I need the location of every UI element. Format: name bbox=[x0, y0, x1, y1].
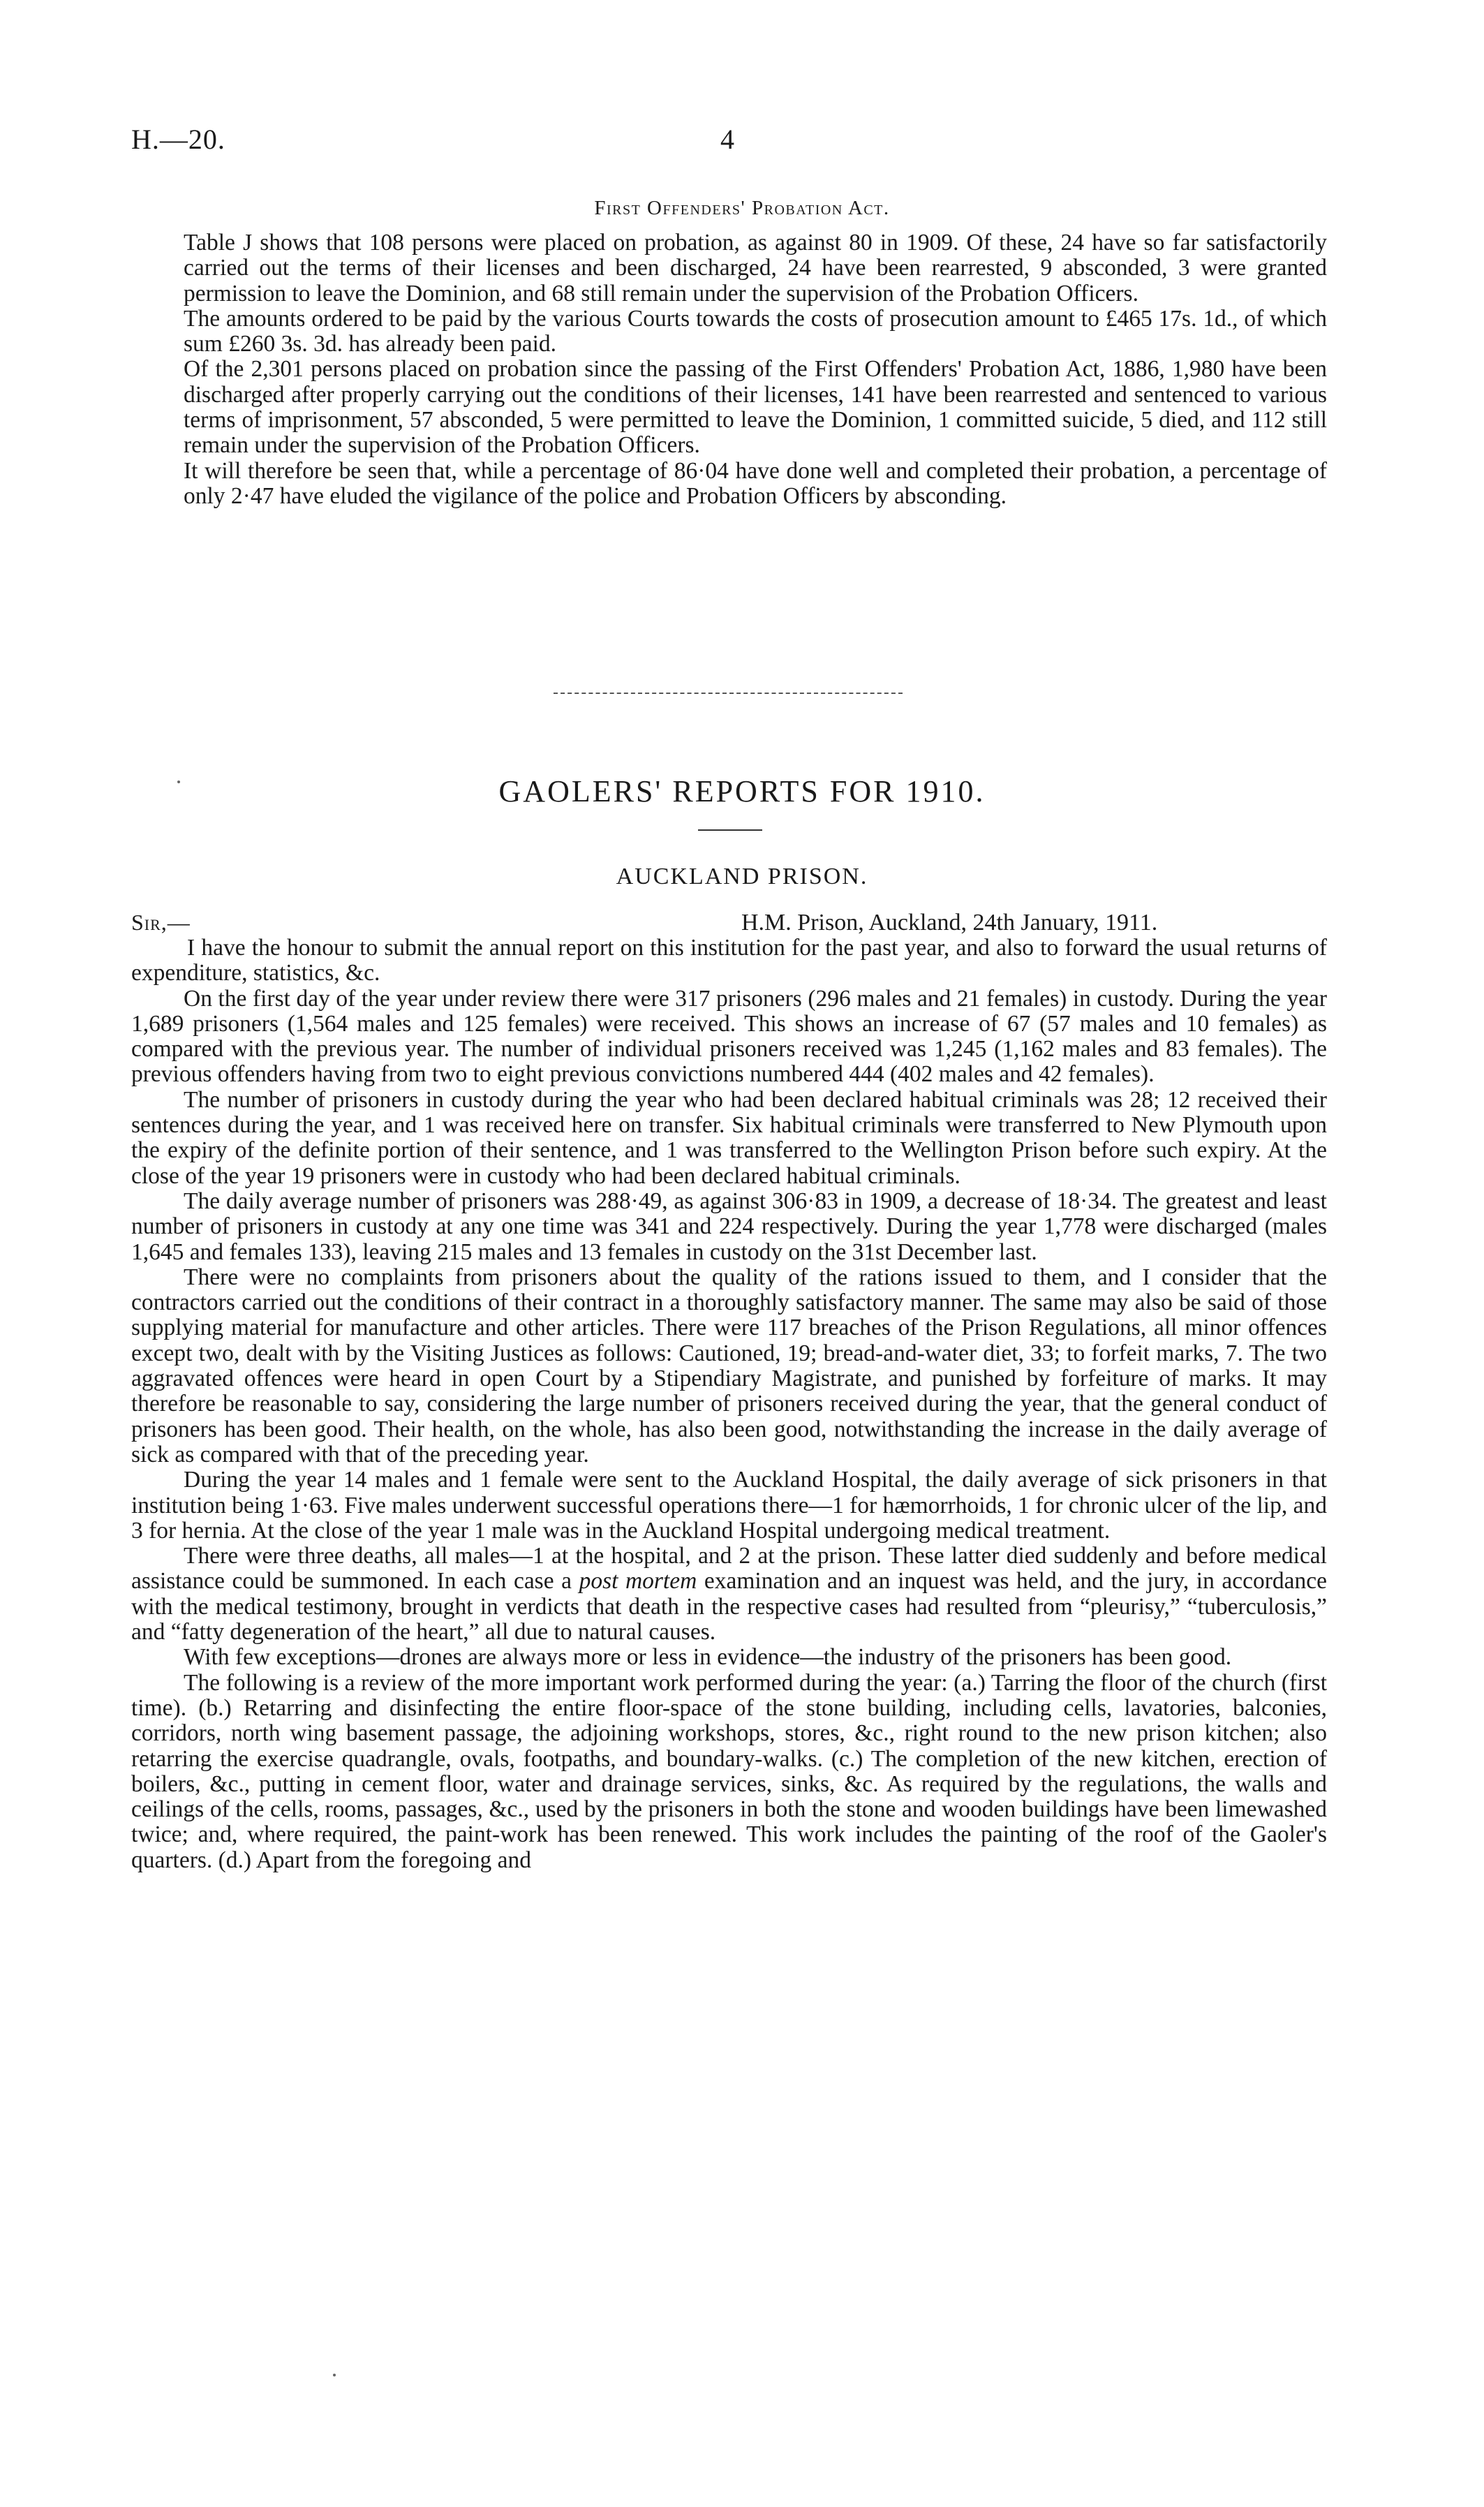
letter-paragraph: There were no complaints from prisoners about the quality of the rations issued to them, and I consider that the contractors carried out the conditions of their contract in a thoroughly satisfactory manner. The same may also be said of those supplying material for manufacture and other articles. There were 117 breaches of the Prison Regulations, all minor offences except two, dealt with by the Visiting Justices as follows: Cautioned, 19; bread-and-water diet, 33; to forfeit marks, 7. The two aggravated offences were heard in open Court by a Stipendiary Magistrate, and punished by forfeiture of marks. It may therefore be reasonable to say, considering the large number of prisoners received during the year, that the general conduct of prisoners has been good. Their health, on the whole, has also been good, notwithstanding the increase in the daily average of sick as compared with that of the preceding year. bbox=[131, 1264, 1327, 1467]
document-reference: H.—20. bbox=[131, 124, 225, 155]
probation-paragraph: Of the 2,301 persons placed on probation since the passing of the First Offenders' Probation Act, 1886, 1,980 have been discharged after properly carrying out the conditions of their licenses, 141 have been rearrested and sentenced to various terms of imprisonment, 57 absconded, 5 were permitted to leave the Dominion, 1 committed suicide, 5 died, and 112 still remain under the supervision of the Probation Officers. bbox=[184, 356, 1327, 459]
probation-paragraph: Table J shows that 108 persons were placed on probation, as against 80 in 1909. Of these, 24 have so far satisfactorily carried out the terms of their licenses and been discharged, 24 have been rearrested, 9 absconded, 3 were granted permission to leave the Dominion, and 68 still remain under the supervision of the Probation Officers. bbox=[184, 230, 1327, 306]
sub-heading: AUCKLAND PRISON. bbox=[616, 864, 868, 889]
heading-rule bbox=[698, 829, 762, 831]
probation-act-body bbox=[184, 230, 1327, 509]
print-speck bbox=[333, 2374, 336, 2376]
letter-paragraph: There were three deaths, all males—1 at the hospital, and 2 at the prison. These latter died suddenly and before medical assistance could be summoned. In each case a post mortem examination and an inquest was held, and the jury, in accordance with the medical testimony, brought in verdicts that death in the respective cases had resulted from “pleurisy,” “tuberculosis,” and “fatty degeneration of the heart,” all due to natural causes. bbox=[131, 1543, 1327, 1646]
probation-paragraph: It will therefore be seen that, while a percentage of 86·04 have done well and completed their probation, a percentage of only 2·47 have eluded the vigilance of the police and Probation Officers by absconding. bbox=[184, 457, 1327, 509]
probation-paragraph: The amounts ordered to be paid by the various Courts towards the costs of prosecution amount to £465 17s. 1d., of which sum £260 3s. 3d. has already been paid. bbox=[184, 305, 1327, 357]
page-number: 4 bbox=[720, 124, 734, 155]
letter-body bbox=[131, 935, 1327, 1873]
letter-paragraph: On the first day of the year under review there were 317 prisoners (296 males and 21 females) in custody. During the year 1,689 prisoners (1,564 males and 125 females) were received. This shows an increase of 67 (57 males and 10 females) as compared with the previous year. The number of individual prisoners received was 1,245 (1,162 males and 83 females). The previous offenders having from two to eight previous convictions numbered 444 (402 males and 42 females). bbox=[131, 985, 1327, 1088]
letter-paragraph: I have the honour to submit the annual report on this institution for the past year, and also to forward the usual returns of expenditure, statistics, &c. bbox=[131, 935, 1327, 986]
letter-paragraph: The following is a review of the more important work performed during the year: (a.) Tarring the floor of the church (first time). (b.) Retarring and disinfecting the entire floor-space of the stone building, including cells, lavatories, balconies, corridors, north wing basement passage, the adjoining workshops, stores, &c., right round to the new prison kitchen; also retarring the exercise quadrangle, ovals, footpaths, and boundary-walks. (c.) The completion of the new kitchen, erection of boilers, &c., putting in cement floor, water and drainage services, sinks, &c. As required by the regulations, the walls and ceilings of the cells, rooms, passages, &c., used by the prisoners in both the stone and wooden buildings have been limewashed twice; and, where required, the paint-work has been renewed. This work includes the painting of the roof of the Gaoler's quarters. (d.) Apart from the foregoing and bbox=[131, 1669, 1327, 1873]
main-heading: GAOLERS' REPORTS FOR 1910. bbox=[498, 774, 986, 808]
letter-paragraph: The number of prisoners in custody during the year who had been declared habitual criminals was 28; 12 received their sentences during the year, and 1 was received here on transfer. Six habitual criminals were transferred to New Plymouth upon the expiry of the definite portion of their sentence, and 1 was transferred to the Wellington Prison before such expiry. At the close of the year 19 prisoners were in custody who had been declared habitual criminals. bbox=[131, 1086, 1327, 1189]
letter-paragraph: The daily average number of prisoners was 288·49, as against 306·83 in 1909, a decrease of 18·34. The greatest and least number of prisoners in custody at any one time was 341 and 224 respectively. During the year 1,778 were discharged (males 1,645 and females 133), leaving 215 males and 13 females in custody on the 31st December last. bbox=[131, 1188, 1327, 1265]
letter-paragraph: During the year 14 males and 1 female were sent to the Auckland Hospital, the daily average of sick prisoners in that institution being 1·63. Five males underwent successful operations there—1 for hæmorrhoids, 1 for chronic ulcer of the lip, and 3 for hernia. At the close of the year 1 male was in the Auckland Hospital undergoing medical treatment. bbox=[131, 1467, 1327, 1544]
section-title-probation-act: First Offenders' Probation Act. bbox=[594, 197, 890, 219]
print-speck bbox=[177, 781, 180, 783]
salutation: Sir,— bbox=[131, 910, 191, 935]
italic-phrase: post mortem bbox=[579, 1568, 697, 1595]
section-divider bbox=[554, 693, 903, 694]
letter-paragraph: With few exceptions—drones are always more or less in evidence—the industry of the prisoners has been good. bbox=[184, 1644, 1232, 1671]
dateline: H.M. Prison, Auckland, 24th January, 1911. bbox=[741, 910, 1158, 935]
